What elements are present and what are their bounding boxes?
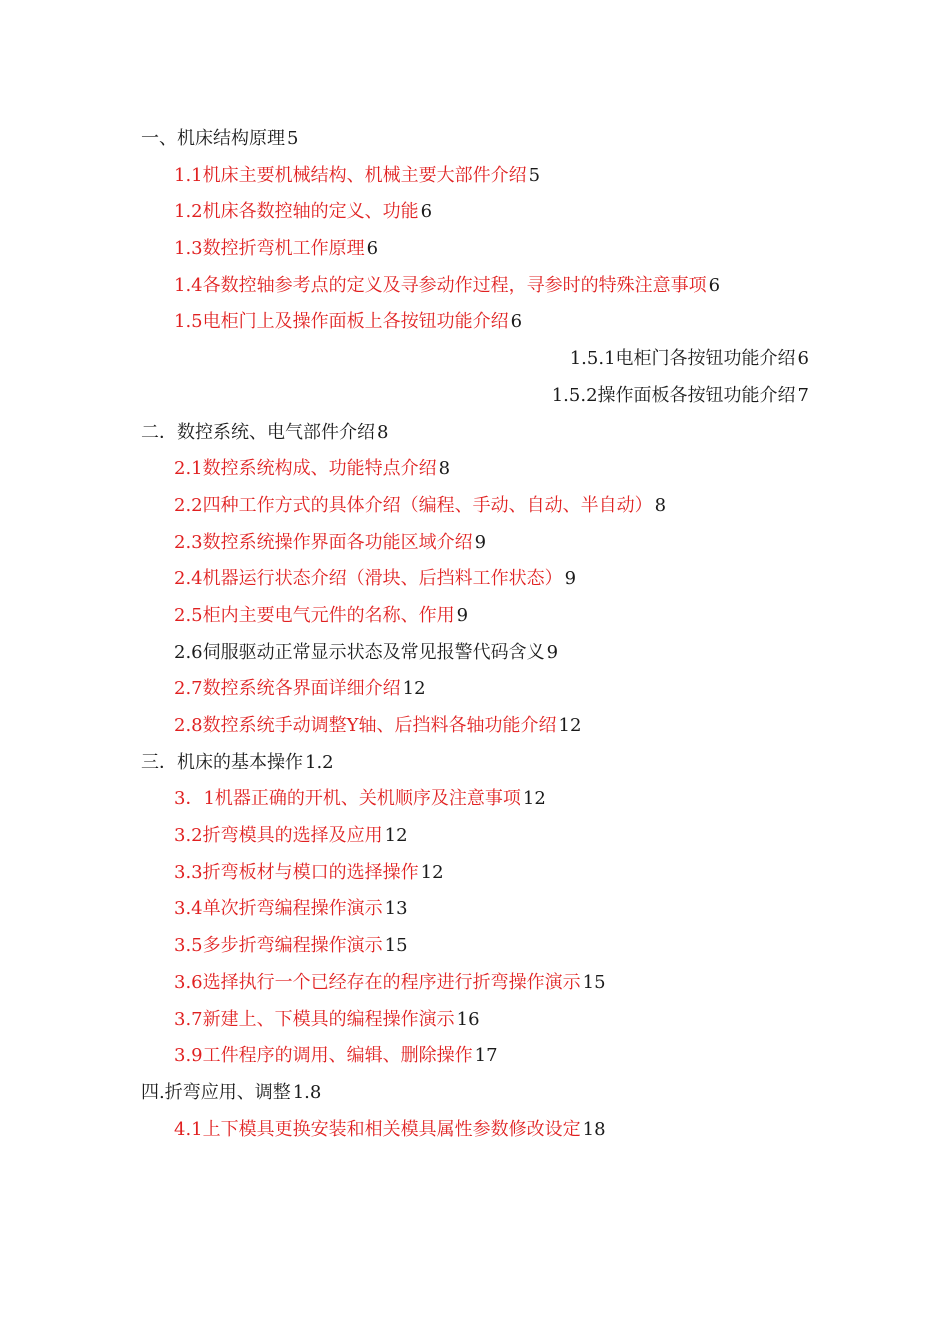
- toc-row[interactable]: [0, 931, 950, 968]
- toc-row[interactable]: [0, 674, 950, 711]
- toc-label: 1.4各数控轴参考点的定义及寻参动作过程，寻参时的特殊注意事项: [174, 274, 707, 296]
- toc-label: 3.7新建上、下模具的编程操作演示: [174, 1008, 455, 1030]
- table-of-contents: [0, 124, 950, 1151]
- toc-page-number: 6: [708, 274, 721, 296]
- toc-label: 3.9工件程序的调用、编辑、删除操作: [174, 1045, 473, 1067]
- toc-label: 2.1数控系统构成、功能特点介绍: [174, 458, 437, 480]
- toc-row[interactable]: [0, 454, 950, 491]
- toc-page-number: 16: [456, 1008, 480, 1030]
- toc-page-number: 6: [420, 201, 433, 223]
- toc-row[interactable]: [0, 491, 950, 528]
- toc-row[interactable]: [0, 307, 950, 344]
- toc-page-number: 15: [384, 935, 408, 957]
- toc-label: 3．1机器正确的开机、关机顺序及注意事项: [174, 788, 521, 810]
- toc-row[interactable]: [0, 1041, 950, 1078]
- toc-row[interactable]: [0, 1078, 950, 1115]
- toc-label: 2.6伺服驱动正常显示状态及常见报警代码含义: [174, 641, 545, 663]
- toc-label: 1.3数控折弯机工作原理: [174, 238, 365, 260]
- toc-row[interactable]: [0, 344, 950, 381]
- toc-page-number: 1.2: [305, 751, 334, 773]
- toc-row[interactable]: [0, 1005, 950, 1042]
- toc-label: 1.5.2操作面板各按钮功能介绍: [551, 384, 796, 406]
- toc-row[interactable]: [0, 821, 950, 858]
- toc-page-number: 15: [582, 971, 606, 993]
- toc-label: 3.2折弯模具的选择及应用: [174, 825, 383, 847]
- toc-label: 3.3折弯板材与模口的选择操作: [174, 861, 419, 883]
- toc-page-number: 12: [402, 678, 426, 700]
- toc-label: 2.7数控系统各界面详细介绍: [174, 678, 401, 700]
- toc-page-number: 8: [377, 421, 389, 443]
- toc-page-number: 12: [420, 861, 444, 883]
- toc-row[interactable]: [0, 894, 950, 931]
- toc-page-number: 1.8: [292, 1081, 322, 1103]
- toc-page-number: 5: [287, 128, 299, 149]
- toc-row[interactable]: [0, 601, 950, 638]
- toc-page-number: 6: [797, 348, 809, 370]
- toc-label: 3.5多步折弯编程操作演示: [174, 935, 383, 957]
- toc-page-number: 8: [654, 494, 667, 516]
- toc-row[interactable]: [0, 418, 950, 455]
- toc-label: 1.5.1电柜门各按钮功能介绍: [569, 348, 796, 370]
- toc-page-number: 5: [528, 164, 541, 186]
- toc-label: 1.1机床主要机械结构、机械主要大部件介绍: [174, 164, 527, 186]
- toc-row[interactable]: [0, 968, 950, 1005]
- toc-page-number: 18: [582, 1118, 606, 1140]
- toc-label: 2.5柜内主要电气元件的名称、作用: [174, 604, 455, 626]
- toc-page-number: 9: [546, 641, 559, 663]
- toc-page-number: 9: [474, 531, 487, 553]
- toc-label: 1.5电柜门上及操作面板上各按钮功能介绍: [174, 311, 509, 333]
- toc-label: 3.4单次折弯编程操作演示: [174, 898, 383, 920]
- toc-page-number: 6: [366, 238, 379, 260]
- toc-row[interactable]: [0, 528, 950, 565]
- toc-label: 四.折弯应用、调整: [141, 1081, 291, 1103]
- toc-page-number: 9: [564, 568, 577, 590]
- toc-page-number: 7: [797, 384, 809, 406]
- toc-row[interactable]: [0, 564, 950, 601]
- toc-row[interactable]: [0, 711, 950, 748]
- toc-label: 二．数控系统、电气部件介绍: [141, 421, 375, 443]
- toc-row[interactable]: [0, 161, 950, 198]
- toc-row[interactable]: [0, 858, 950, 895]
- toc-row[interactable]: [0, 638, 950, 675]
- toc-page-number: 12: [384, 825, 408, 847]
- toc-page-number: 12: [558, 715, 582, 736]
- toc-row[interactable]: [0, 271, 950, 308]
- toc-label: 1.2机床各数控轴的定义、功能: [174, 201, 419, 223]
- toc-row[interactable]: [0, 197, 950, 234]
- toc-label: 4.1上下模具更换安装和相关模具属性参数修改设定: [174, 1118, 581, 1140]
- toc-label: 2.4机器运行状态介绍（滑块、后挡料工作状态）: [174, 568, 563, 590]
- toc-label: 2.8数控系统手动调整Y轴、后挡料各轴功能介绍: [174, 715, 557, 736]
- toc-page-number: 9: [456, 604, 469, 626]
- toc-label: 3.6选择执行一个已经存在的程序进行折弯操作演示: [174, 971, 581, 993]
- toc-label: 三．机床的基本操作: [141, 751, 303, 773]
- toc-page-number: 6: [510, 311, 523, 333]
- toc-page-number: 8: [438, 458, 451, 480]
- toc-row[interactable]: [0, 124, 950, 161]
- toc-page-number: 12: [522, 788, 546, 810]
- toc-page-number: 13: [384, 898, 408, 920]
- toc-label: 2.3数控系统操作界面各功能区域介绍: [174, 531, 473, 553]
- toc-row[interactable]: [0, 381, 950, 418]
- toc-label: 一、机床结构原理: [141, 128, 285, 149]
- toc-label: 2.2四种工作方式的具体介绍（编程、手动、自动、半自动）: [174, 494, 653, 516]
- toc-row[interactable]: [0, 1115, 950, 1152]
- toc-page-number: 17: [474, 1045, 498, 1067]
- toc-row[interactable]: [0, 784, 950, 821]
- toc-row[interactable]: [0, 234, 950, 271]
- toc-row[interactable]: [0, 748, 950, 785]
